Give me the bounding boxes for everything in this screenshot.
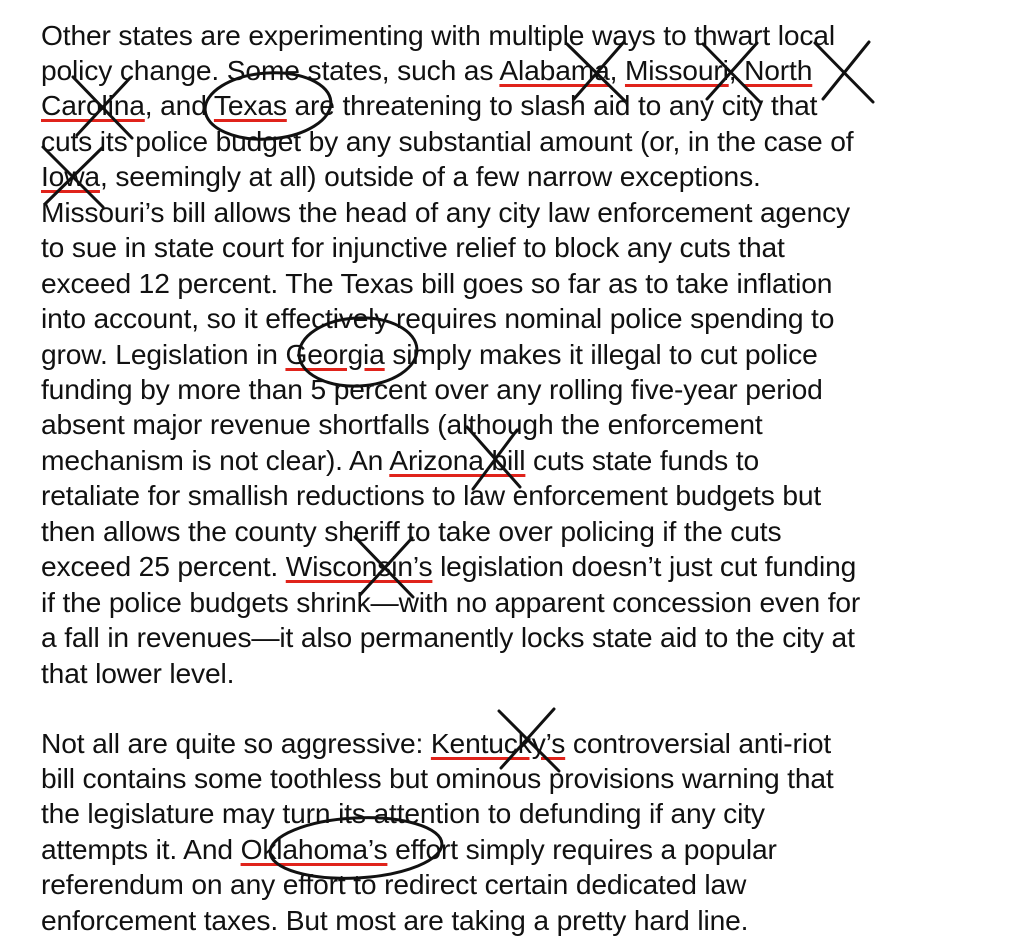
text-segment: attempts it. And: [41, 832, 241, 865]
text-line: [41, 795, 765, 831]
text-segment: if the police budgets shrink—with no apparent concession even for: [41, 585, 861, 618]
text-segment: controversial anti-riot: [565, 726, 832, 759]
text-segment: enforcement taxes. But most are taking a pretty hard line.: [41, 903, 749, 936]
text-segment: into account, so it effectively requires nominal police spending to: [41, 302, 835, 335]
state-link[interactable]: Texas: [213, 89, 287, 122]
state-link[interactable]: North: [744, 53, 813, 86]
text-line: [41, 52, 812, 88]
text-segment: to sue in state court for injunctive relief to block any cuts that: [41, 231, 785, 264]
text-segment: are threatening to slash aid to any city that: [286, 89, 818, 122]
state-link[interactable]: Georgia: [285, 337, 385, 370]
text-line: [41, 831, 777, 867]
text-segment: referendum on any effort to redirect certain dedicated law: [41, 868, 747, 901]
state-link[interactable]: Kentucky’s: [430, 726, 566, 759]
text-segment: , and: [144, 89, 214, 122]
text-line: [41, 87, 817, 123]
state-link[interactable]: Missouri: [624, 53, 729, 86]
text-line: [41, 336, 818, 372]
state-link[interactable]: Oklahoma’s: [240, 832, 388, 865]
text-line: [41, 406, 763, 442]
text-segment: effort simply requires a popular: [387, 832, 777, 865]
text-line: [41, 194, 850, 230]
text-line: [41, 17, 835, 53]
state-link[interactable]: Iowa: [41, 160, 100, 193]
text-line: [41, 619, 855, 655]
text-segment: cuts its police budget by any substantial amount (or, in the case of: [41, 124, 854, 157]
text-segment: Missouri’s bill allows the head of any city law enforcement agency: [41, 195, 850, 228]
text-segment: ,: [728, 53, 745, 86]
text-line: [41, 158, 761, 194]
text-segment: then allows the county sheriff to take over policing if the cuts: [41, 514, 782, 547]
text-segment: retaliate for smallish reductions to law enforcement budgets but: [41, 479, 822, 512]
text-line: [41, 584, 860, 620]
text-segment: a fall in revenues—it also permanently locks state aid to the city at: [41, 621, 855, 654]
text-line: [41, 300, 834, 336]
text-segment: policy change. Some states, such as: [41, 53, 500, 86]
text-segment: that lower level.: [41, 656, 235, 689]
text-line: [41, 513, 781, 549]
text-line: [41, 442, 759, 478]
text-segment: funding by more than 5 percent over any rolling five-year period: [41, 373, 823, 405]
text-segment: legislation doesn’t just cut funding: [432, 550, 857, 583]
text-segment: grow. Legislation in: [41, 337, 286, 370]
text-segment: absent major revenue shortfalls (although the enforcement: [41, 408, 763, 441]
text-segment: simply makes it illegal to cut police: [384, 337, 818, 370]
text-line: [41, 265, 832, 301]
text-segment: the legislature may turn its attention to defunding if any city: [41, 797, 765, 830]
text-line: [41, 760, 834, 796]
text-segment: cuts state funds to: [525, 443, 759, 476]
text-line: [41, 866, 746, 902]
text-segment: , seemingly at all) outside of a few narrow exceptions.: [99, 160, 761, 193]
text-line: [41, 655, 234, 691]
state-link[interactable]: Arizona bill: [389, 443, 526, 476]
text-segment: exceed 25 percent.: [41, 550, 286, 583]
text-line: [41, 902, 748, 938]
text-segment: Other states are experimenting with multiple ways to thwart local: [41, 18, 835, 51]
state-link[interactable]: Alabama: [499, 53, 610, 86]
text-segment: exceed 12 percent. The Texas bill goes so far as to take inflation: [41, 266, 833, 299]
text-line: [41, 229, 785, 265]
text-line: [41, 371, 823, 407]
text-line: [41, 123, 853, 159]
text-segment: ,: [609, 53, 625, 86]
text-segment: bill contains some toothless but ominous provisions warning that: [41, 761, 834, 794]
state-link[interactable]: Wisconsin’s: [285, 550, 433, 583]
text-segment: Not all are quite so aggressive:: [41, 726, 431, 759]
text-line: [41, 477, 821, 513]
text-segment: mechanism is not clear). An: [41, 443, 390, 476]
text-line: [41, 725, 831, 761]
text-line: [41, 548, 856, 584]
state-link[interactable]: Carolina: [41, 89, 145, 122]
